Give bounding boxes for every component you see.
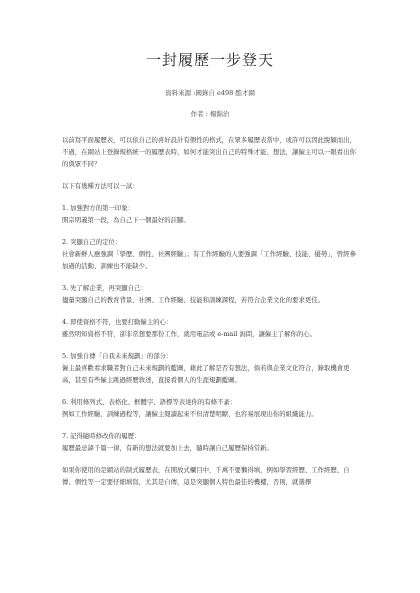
tip-heading: 7. 記得隨時修改你的履歷： bbox=[62, 432, 141, 440]
tip-text: 例如工作經驗、訓練過程等，讓僱主閱讀起來不但清楚明瞭，也容易展現出你的組織能力。 bbox=[62, 410, 318, 418]
tip-text: 履歷最忌諱千篇一律，有新的想法就要加上去，隨時讓自己履歷保持常新。 bbox=[62, 444, 273, 452]
tip-text: 開宗明義第一段，為自己下一個最好的註腳。 bbox=[62, 216, 190, 224]
tip-text: 社會新鮮人應強調「學歷、個性、社團經驗」；有工作經驗的人要強調「工作經驗、技能、優勢」，曾經參加過的活動、訓練也不能缺少。 bbox=[62, 250, 356, 270]
tip-item bbox=[62, 236, 362, 272]
tip-heading: 6. 利用條列式、表格化、框體字、語標等表達你的有條不紊： bbox=[62, 398, 237, 406]
lead-paragraph: 以下有幾種方法可以一試： bbox=[62, 182, 139, 190]
tip-heading: 2. 突顯自己的定位： bbox=[62, 238, 122, 246]
tip-item bbox=[62, 202, 362, 226]
article-body bbox=[62, 134, 362, 498]
tip-item bbox=[62, 430, 362, 454]
tip-text: 僱主最喜歡看求職者對自己未來規劃的藍圖，藉此了解是否有想法，倘若與企業文化符合，錄取機會更高，甚至有些僱主跳過經歷敘述，直接看個人的生涯規劃藍圖。 bbox=[62, 364, 350, 384]
tip-text: 儘量突顯自己的教育背景、社團、工作經驗、技能和訓練課程，若符合企業文化的要求更佳。 bbox=[62, 296, 325, 304]
tip-text: 雖然明知資格不符，卻非常想要那份工作，就用電話或 e-mail 詢問，讓僱主了解你的心。 bbox=[62, 330, 317, 338]
page-title: 一封履歷一步登天 bbox=[145, 51, 274, 69]
tip-item bbox=[62, 396, 362, 420]
source-line: 資料來源 :國錄自 e498 酷才網 bbox=[165, 89, 255, 97]
closing-paragraph: 如果你使用的是網站的制式履歷表，在開放式欄目中，千萬不要懶得填，例如學習經歷、工作經歷、自傳、個性等一定要仔細填寫，尤其是自傳，這是突顯個人特色最佳的機樓，否則，就選擇 bbox=[62, 466, 350, 486]
tip-heading: 1. 加強對方的第一印象： bbox=[62, 204, 135, 212]
tip-item bbox=[62, 350, 362, 386]
tip-heading: 4. 即使資格不符，也要打動僱主的心： bbox=[62, 318, 173, 326]
tip-heading: 3. 先了解企業，再突顯自己： bbox=[62, 284, 147, 292]
tip-item bbox=[62, 282, 362, 306]
intro-paragraph: 以前寫平面履歷表，可以依自己的喜好設計有個性的格式，在眾多履歷表當中，或許可以因此脫穎而出，不過，在網站上登錄規格統一的履歷表時，如何才能突出自己的特殊才能、想法，讓僱主可以一眼看出你的與眾不同？ bbox=[62, 136, 356, 168]
tip-item bbox=[62, 316, 362, 340]
tip-heading: 5. 加強自傳「自我未來規劃」的部分： bbox=[62, 352, 173, 360]
author-line: 作者 : 楊錦治 bbox=[190, 110, 230, 118]
